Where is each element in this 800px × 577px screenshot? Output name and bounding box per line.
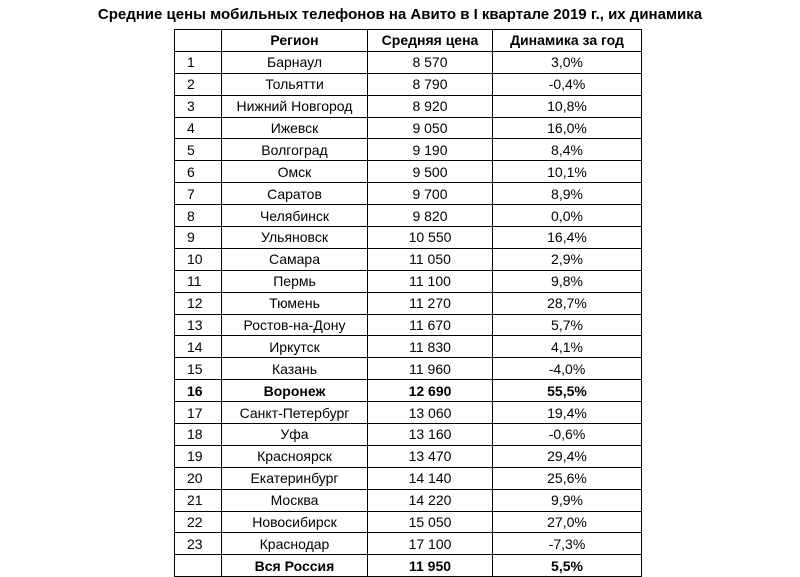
cell-num: 12	[175, 292, 222, 314]
cell-price: 8 570	[368, 51, 493, 73]
cell-dynamics: 19,4%	[493, 402, 642, 424]
cell-price: 11 050	[368, 248, 493, 270]
cell-num: 2	[175, 73, 222, 95]
cell-region: Казань	[222, 358, 368, 380]
table-row	[175, 489, 642, 511]
table-row	[175, 424, 642, 446]
cell-region: Барнаул	[222, 51, 368, 73]
header-dynamics: Динамика за год	[493, 30, 642, 52]
cell-num: 14	[175, 336, 222, 358]
cell-num: 10	[175, 248, 222, 270]
header-region: Регион	[222, 30, 368, 52]
table-row	[175, 445, 642, 467]
cell-region: Тюмень	[222, 292, 368, 314]
cell-price: 11 830	[368, 336, 493, 358]
table-row	[175, 467, 642, 489]
cell-dynamics: 16,4%	[493, 227, 642, 249]
table-body	[175, 51, 642, 576]
table-row	[175, 270, 642, 292]
cell-num: 15	[175, 358, 222, 380]
cell-price: 8 790	[368, 73, 493, 95]
cell-num: 3	[175, 95, 222, 117]
cell-dynamics: 16,0%	[493, 117, 642, 139]
cell-dynamics: 27,0%	[493, 511, 642, 533]
cell-dynamics: 8,4%	[493, 139, 642, 161]
cell-price: 11 960	[368, 358, 493, 380]
table-row	[175, 402, 642, 424]
cell-dynamics: -0,6%	[493, 424, 642, 446]
cell-dynamics: 4,1%	[493, 336, 642, 358]
cell-region: Вся Россия	[222, 555, 368, 577]
cell-dynamics: 55,5%	[493, 380, 642, 402]
cell-region: Ижевск	[222, 117, 368, 139]
cell-price: 14 140	[368, 467, 493, 489]
cell-dynamics: 0,0%	[493, 205, 642, 227]
cell-num: 6	[175, 161, 222, 183]
cell-num: 11	[175, 270, 222, 292]
cell-price: 12 690	[368, 380, 493, 402]
cell-dynamics: 3,0%	[493, 51, 642, 73]
cell-price: 10 550	[368, 227, 493, 249]
cell-price: 13 060	[368, 402, 493, 424]
table-row	[175, 161, 642, 183]
table-row	[175, 95, 642, 117]
cell-price: 14 220	[368, 489, 493, 511]
header-price: Средняя цена	[368, 30, 493, 52]
table-row	[175, 183, 642, 205]
cell-num: 20	[175, 467, 222, 489]
cell-dynamics: 29,4%	[493, 445, 642, 467]
cell-region: Екатеринбург	[222, 467, 368, 489]
table-row	[175, 73, 642, 95]
cell-region: Пермь	[222, 270, 368, 292]
cell-region: Самара	[222, 248, 368, 270]
cell-region: Челябинск	[222, 205, 368, 227]
cell-price: 13 160	[368, 424, 493, 446]
cell-region: Саратов	[222, 183, 368, 205]
cell-price: 9 820	[368, 205, 493, 227]
cell-price: 11 950	[368, 555, 493, 577]
cell-num: 22	[175, 511, 222, 533]
cell-dynamics: 28,7%	[493, 292, 642, 314]
cell-region: Омск	[222, 161, 368, 183]
table-row	[175, 336, 642, 358]
cell-num: 7	[175, 183, 222, 205]
table-row	[175, 292, 642, 314]
cell-region: Красноярск	[222, 445, 368, 467]
cell-dynamics: -0,4%	[493, 73, 642, 95]
cell-price: 9 190	[368, 139, 493, 161]
cell-num: 17	[175, 402, 222, 424]
cell-num: 1	[175, 51, 222, 73]
cell-region: Тольятти	[222, 73, 368, 95]
cell-region: Нижний Новгород	[222, 95, 368, 117]
table-row	[175, 117, 642, 139]
table-row	[175, 248, 642, 270]
cell-price: 11 670	[368, 314, 493, 336]
cell-dynamics: 9,8%	[493, 270, 642, 292]
cell-num: 23	[175, 533, 222, 555]
cell-region: Краснодар	[222, 533, 368, 555]
cell-num: 9	[175, 227, 222, 249]
cell-region: Новосибирск	[222, 511, 368, 533]
table-row	[175, 205, 642, 227]
cell-price: 17 100	[368, 533, 493, 555]
cell-num	[175, 555, 222, 577]
cell-region: Ульяновск	[222, 227, 368, 249]
table-row	[175, 227, 642, 249]
cell-price: 9 500	[368, 161, 493, 183]
cell-dynamics: 8,9%	[493, 183, 642, 205]
cell-dynamics: 5,5%	[493, 555, 642, 577]
cell-num: 13	[175, 314, 222, 336]
cell-price: 15 050	[368, 511, 493, 533]
cell-price: 11 100	[368, 270, 493, 292]
table-row	[175, 358, 642, 380]
cell-price: 11 270	[368, 292, 493, 314]
cell-region: Воронеж	[222, 380, 368, 402]
cell-price: 8 920	[368, 95, 493, 117]
header-num	[175, 30, 222, 52]
table-row	[175, 139, 642, 161]
table-row	[175, 555, 642, 577]
cell-region: Москва	[222, 489, 368, 511]
cell-dynamics: 25,6%	[493, 467, 642, 489]
cell-num: 19	[175, 445, 222, 467]
cell-dynamics: -4,0%	[493, 358, 642, 380]
cell-region: Волгоград	[222, 139, 368, 161]
table-row	[175, 533, 642, 555]
cell-dynamics: 10,8%	[493, 95, 642, 117]
cell-region: Уфа	[222, 424, 368, 446]
cell-dynamics: 2,9%	[493, 248, 642, 270]
cell-dynamics: 9,9%	[493, 489, 642, 511]
cell-region: Иркутск	[222, 336, 368, 358]
table-row	[175, 51, 642, 73]
cell-num: 21	[175, 489, 222, 511]
cell-num: 5	[175, 139, 222, 161]
table-row	[175, 314, 642, 336]
table-row	[175, 380, 642, 402]
cell-region: Санкт-Петербург	[222, 402, 368, 424]
cell-price: 13 470	[368, 445, 493, 467]
cell-dynamics: 5,7%	[493, 314, 642, 336]
page-title: Средние цены мобильных телефонов на Авито в I квартале 2019 г., их динамика	[97, 6, 703, 23]
cell-num: 4	[175, 117, 222, 139]
cell-region: Ростов-на-Дону	[222, 314, 368, 336]
cell-num: 8	[175, 205, 222, 227]
cell-price: 9 700	[368, 183, 493, 205]
cell-dynamics: 10,1%	[493, 161, 642, 183]
cell-price: 9 050	[368, 117, 493, 139]
table-row	[175, 511, 642, 533]
cell-num: 16	[175, 380, 222, 402]
cell-dynamics: -7,3%	[493, 533, 642, 555]
cell-num: 18	[175, 424, 222, 446]
table-header-row	[175, 30, 642, 52]
price-table	[174, 29, 642, 577]
